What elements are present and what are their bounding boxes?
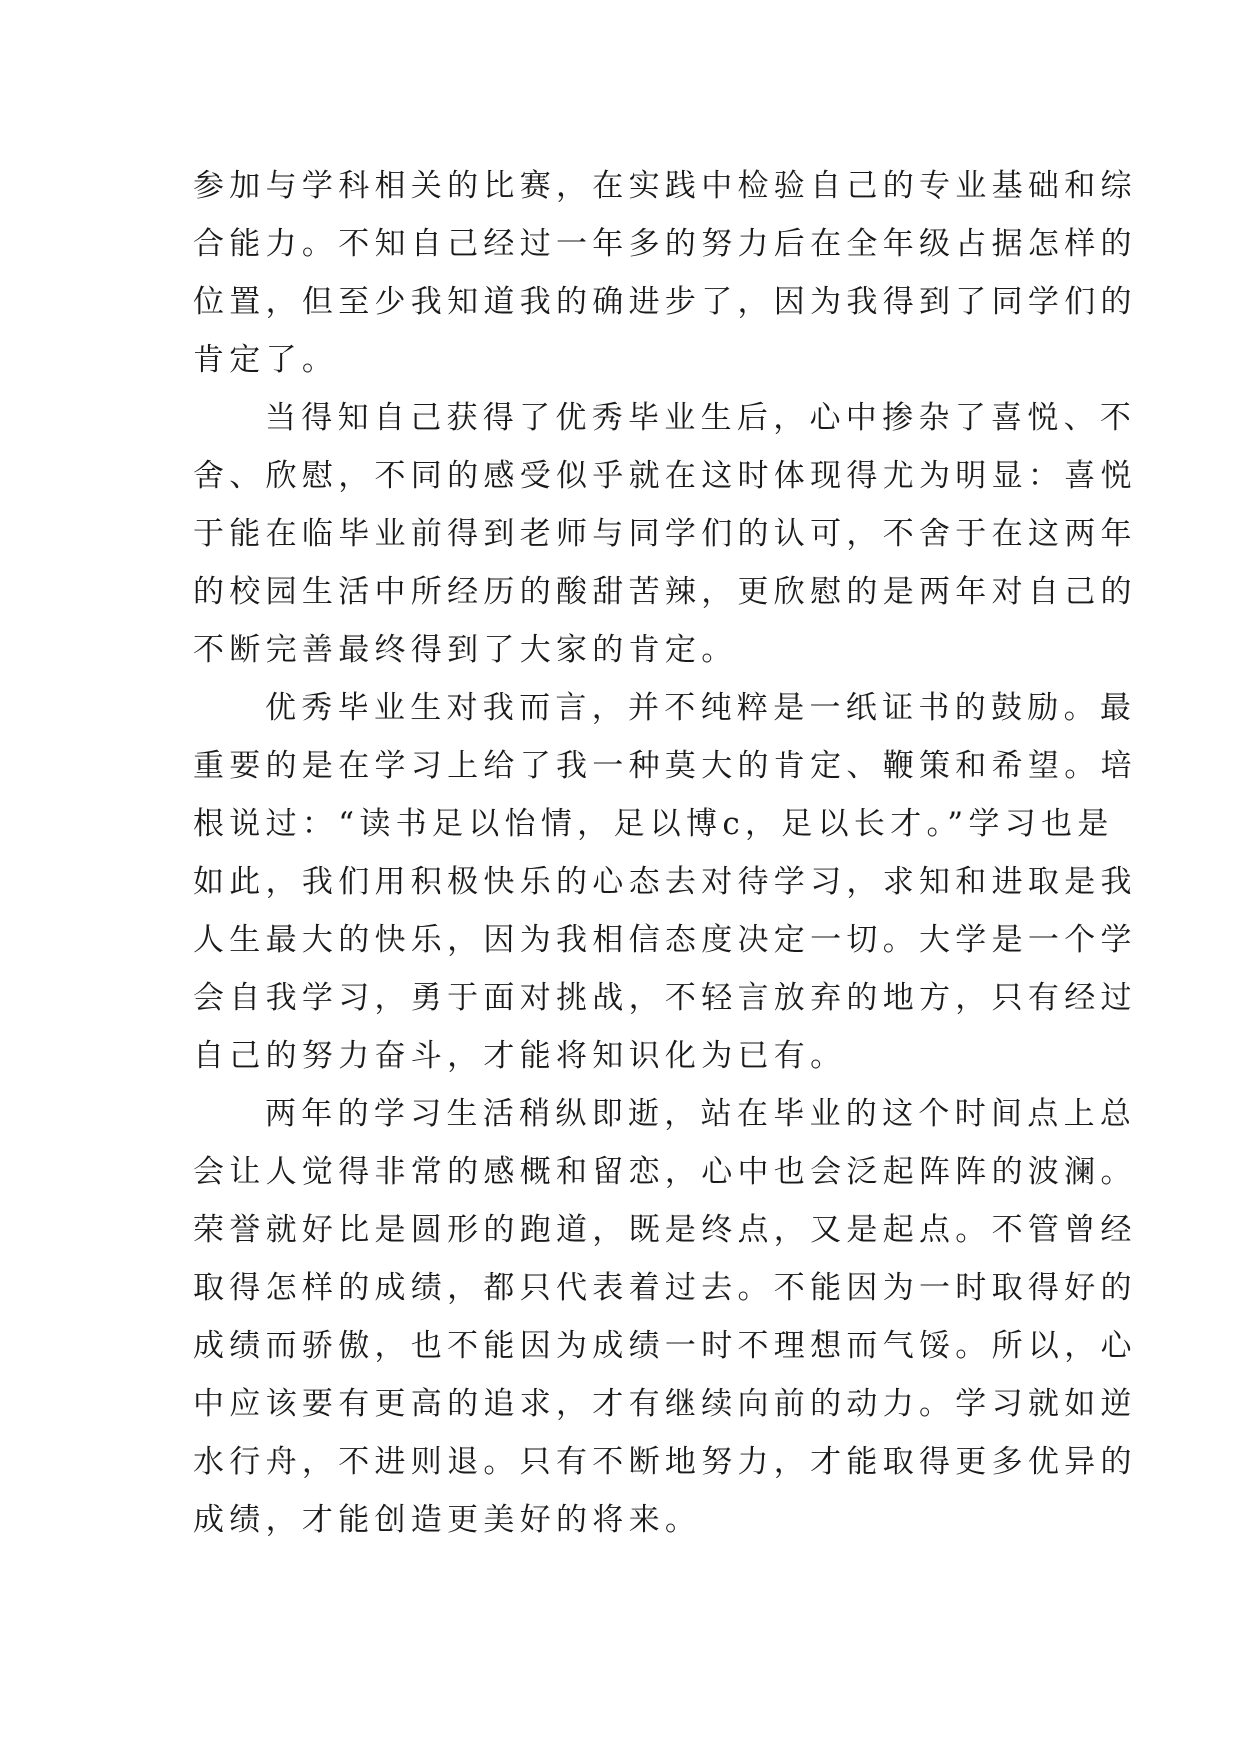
text-line: 成绩而骄傲，也不能因为成绩一时不理想而气馁。所以，心 xyxy=(193,1328,1137,1364)
text-line: 如此，我们用积极快乐的心态去对待学习，求知和进取是我 xyxy=(193,864,1137,900)
text-line: 人生最大的快乐，因为我相信态度决定一切。大学是一个学 xyxy=(193,922,1137,958)
text-line: 会自我学习，勇于面对挑战，不轻言放弃的地方，只有经过 xyxy=(193,980,1137,1016)
document-body xyxy=(193,157,1137,1549)
text-line: 舍、欣慰，不同的感受似乎就在这时体现得尤为明显：喜悦 xyxy=(193,458,1137,494)
text-line: 中应该要有更高的追求，才有继续向前的动力。学习就如逆 xyxy=(193,1386,1137,1422)
text-line: 参加与学科相关的比赛，在实践中检验自己的专业基础和综 xyxy=(193,168,1137,204)
text-line: 肯定了。 xyxy=(193,342,339,378)
text-line: 合能力。不知自己经过一年多的努力后在全年级占据怎样的 xyxy=(193,226,1137,262)
text-line: 的校园生活中所经历的酸甜苦辣，更欣慰的是两年对自己的 xyxy=(193,574,1137,610)
text-line: 会让人觉得非常的感概和留恋，心中也会泛起阵阵的波澜。 xyxy=(193,1154,1137,1190)
text-line: 重要的是在学习上给了我一种莫大的肯定、鞭策和希望。培 xyxy=(193,748,1137,784)
text-line: 于能在临毕业前得到老师与同学们的认可，不舍于在这两年 xyxy=(193,516,1137,552)
text-line: 水行舟，不进则退。只有不断地努力，才能取得更多优异的 xyxy=(193,1444,1137,1480)
text-line: 位置，但至少我知道我的确进步了，因为我得到了同学们的 xyxy=(193,284,1137,320)
text-line: 取得怎样的成绩，都只代表着过去。不能因为一时取得好的 xyxy=(193,1270,1137,1306)
text-line: 根说过：“读书足以怡情，足以博c，足以长才。”学习也是 xyxy=(193,806,1114,842)
paragraph-first-line: 两年的学习生活稍纵即逝，站在毕业的这个时间点上总 xyxy=(265,1096,1137,1132)
paragraph-first-line: 优秀毕业生对我而言，并不纯粹是一纸证书的鼓励。最 xyxy=(265,690,1137,726)
text-line: 不断完善最终得到了大家的肯定。 xyxy=(193,632,738,668)
text-line: 成绩，才能创造更美好的将来。 xyxy=(193,1502,702,1538)
paragraph-first-line: 当得知自己获得了优秀毕业生后，心中掺杂了喜悦、不 xyxy=(265,400,1137,436)
text-line: 自己的努力奋斗，才能将知识化为已有。 xyxy=(193,1038,847,1074)
text-line: 荣誉就好比是圆形的跑道，既是终点，又是起点。不管曾经 xyxy=(193,1212,1137,1248)
